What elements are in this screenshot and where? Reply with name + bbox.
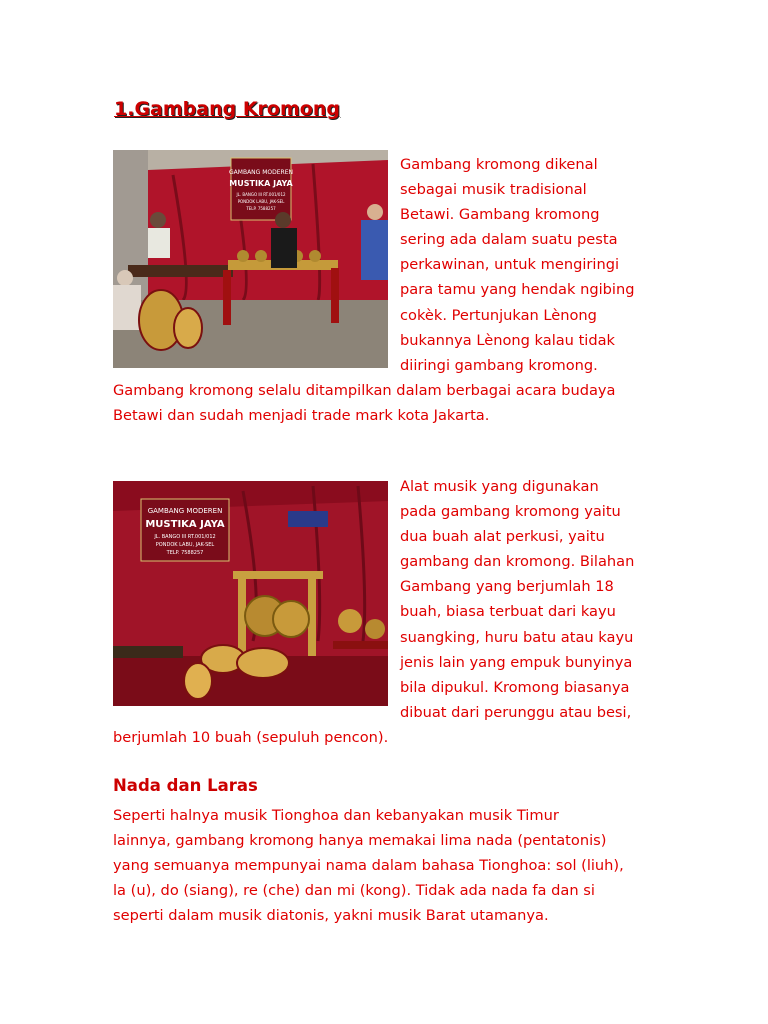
text-line: Betawi dan sudah menjadi trade mark kota Jakarta. <box>113 407 490 425</box>
text-line: yang semuanya mempunyai nama dalam bahasa Tionghoa: sol (liuh), <box>113 857 624 875</box>
text-line: suangking, huru batu atau kayu <box>400 628 634 646</box>
photo-sign-line: TELP. 7588257 <box>166 550 204 556</box>
text-line: sering ada dalam suatu pesta <box>400 231 618 249</box>
photo-sign-line: PONDOK LABU, JAK-SEL <box>155 542 215 548</box>
photo-sign-line: JL. BANGO III RT.001/012 <box>236 192 286 197</box>
text-line: Gambang kromong dikenal <box>400 156 598 173</box>
section1-full-paragraph <box>113 378 673 428</box>
section3-paragraph <box>113 803 673 928</box>
photo-sign-line: JL. BANGO III RT.001/012 <box>154 534 216 540</box>
text-line: perkawinan, untuk mengiringi <box>400 256 620 274</box>
section2-full-paragraph <box>113 725 673 750</box>
photo-sign-line: GAMBANG MODEREN <box>147 507 223 515</box>
photo-sign-line: MUSTIKA JAYA <box>229 179 293 188</box>
text-line: bila dipukul. Kromong biasanya <box>400 678 630 696</box>
text-line: seperti dalam musik diatonis, yakni musik Barat utamanya. <box>113 907 549 925</box>
text-line: Alat musik yang digunakan <box>400 478 599 495</box>
text-line: buah, biasa terbuat dari kayu <box>400 603 616 621</box>
photo-sign-line: MUSTIKA JAYA <box>145 519 225 530</box>
text-line: dibuat dari perunggu atau besi, <box>400 703 632 721</box>
text-line: jenis lain yang empuk bunyinya <box>400 653 633 671</box>
photo-sign-line: TELP. 7588257 <box>246 206 276 211</box>
text-line: Gambang kromong selalu ditampilkan dalam berbagai acara budaya <box>113 382 616 399</box>
text-line: lainnya, gambang kromong hanya memakai lima nada (pentatonis) <box>113 832 607 850</box>
text-line: cokèk. Pertunjukan Lènong <box>400 306 597 324</box>
text-line: la (u), do (siang), re (che) dan mi (kong). Tidak ada nada fa dan si <box>113 882 595 900</box>
text-line: Seperti halnya musik Tionghoa dan kebanyakan musik Timur <box>113 807 559 824</box>
text-line: dua buah alat perkusi, yaitu <box>400 528 605 546</box>
text-line: berjumlah 10 buah (sepuluh pencon). <box>113 729 389 746</box>
text-line: Gambang yang berjumlah 18 <box>400 578 614 596</box>
text-line: bukannya Lènong kalau tidak <box>400 331 616 349</box>
photo-sign-line: GAMBANG MODEREN <box>229 169 293 176</box>
gambang-kromong-instruments-photo <box>113 481 388 706</box>
photo-sign-line: PONDOK LABU, JAK-SEL <box>237 199 285 204</box>
gambang-kromong-musicians-photo <box>113 150 388 368</box>
text-line: pada gambang kromong yaitu <box>400 503 621 521</box>
text-line: diiringi gambang kromong. <box>400 356 598 374</box>
nada-dan-laras-heading: Nada dan Laras <box>113 776 258 795</box>
section2-side-paragraph <box>400 474 662 725</box>
text-line: gambang dan kromong. Bilahan <box>400 553 635 571</box>
text-line: para tamu yang hendak ngibing <box>400 281 635 299</box>
section1-side-paragraph <box>400 152 662 378</box>
text-line: Betawi. Gambang kromong <box>400 206 600 224</box>
section-title: 1.Gambang Kromong <box>114 98 340 120</box>
text-line: sebagai musik tradisional <box>400 181 587 199</box>
